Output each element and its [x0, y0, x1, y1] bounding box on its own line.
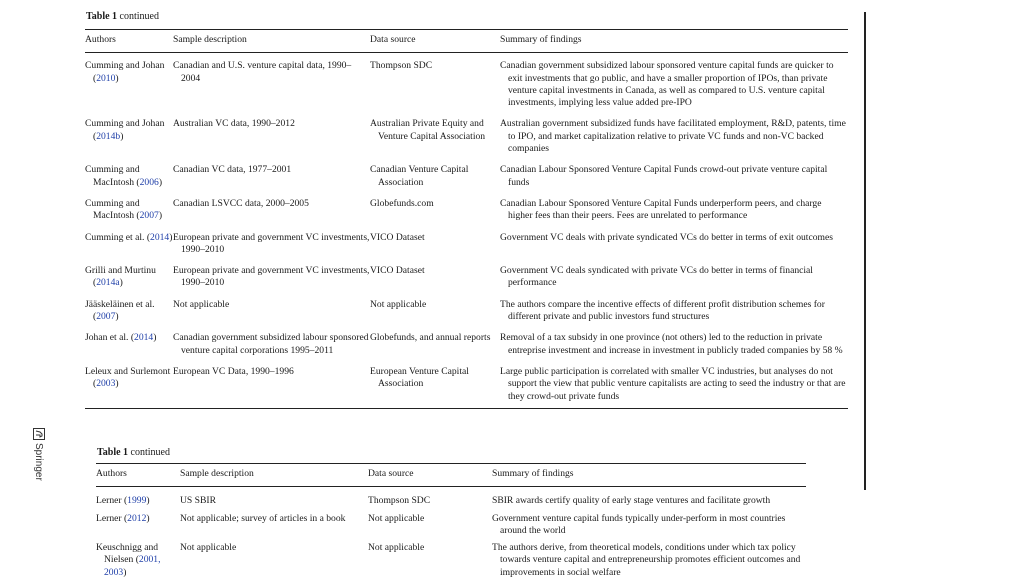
springer-logo [31, 428, 47, 492]
table-row [96, 539, 806, 581]
author-names: Leleux and Surlemont [85, 365, 171, 377]
cell-data-source: Thompson SDC [370, 60, 433, 72]
publisher-name: Springer [33, 443, 45, 481]
citation-year-link[interactable]: 2010 [96, 72, 116, 84]
cell-sample-description: Not applicable; survey of articles in a book [180, 512, 346, 524]
cell-data-source: Globefunds.com [370, 197, 434, 209]
cell-authors: Cumming and Johan (2014b) [85, 118, 165, 142]
cell-summary: Canadian Labour Sponsored Venture Capital Funds underperform peers, and charge higher fees than their peers. Fees are unrelated to performance [500, 197, 822, 222]
cell-authors: Lerner (1999) [96, 495, 150, 507]
cell-data-source: Not applicable [368, 542, 425, 554]
author-names: Cumming and Johan [85, 118, 165, 130]
cell-sample-description: European VC Data, 1990–1996 [173, 365, 294, 377]
header-authors: Authors [85, 34, 116, 45]
cell-summary: Canadian Labour Sponsored Venture Capital Funds crowd-out private venture capital funds [500, 164, 828, 188]
cell-summary: Large public participation is correlated with smaller VC industries, but analyses do not support the view that public venture capitalists are acting to seed the industry or that are they crowd-out private funds [500, 365, 846, 402]
table-row [85, 194, 848, 228]
cell-summary: Government venture capital funds typically under-perform in most countries around the world [492, 512, 786, 536]
cell-sample-description: Canadian LSVCC data, 2000–2005 [173, 197, 309, 209]
cell-data-source: VICO Dataset [370, 231, 425, 243]
author-names: Cumming et al. [85, 231, 145, 243]
cell-summary: Canadian government subsidized labour sponsored venture capital funds are quicker to exit investments that go public, and have a smaller proportion of IPOs, than private venture capital investments in Canada, as well as compared to U.S. venture capital investments, implying less value added pre-IPO [500, 60, 834, 109]
table-row [85, 228, 848, 262]
header-data-source: Data source [368, 468, 414, 479]
citation-year-link[interactable]: 2014 [134, 332, 154, 344]
author-names: Lerner [96, 512, 122, 524]
header-sample-description: Sample description [173, 34, 247, 45]
citation-year-link[interactable]: 2007 [96, 311, 116, 323]
table-row [96, 510, 806, 540]
citation-year-link[interactable]: 2007 [139, 210, 159, 222]
cell-data-source: Not applicable [368, 512, 425, 524]
cell-summary: Government VC deals syndicated with private VCs do better in terms of financial performance [500, 265, 813, 289]
author-names: Cumming and MacIntosh [85, 197, 140, 222]
cell-sample-description: Canadian and U.S. venture capital data, 1990–2004 [173, 60, 352, 84]
cell-data-source: European Venture Capital Association [370, 365, 469, 390]
citation-year-link[interactable]: 2006 [139, 176, 159, 188]
author-names: Cumming and Johan [85, 60, 165, 72]
cell-authors: Jääskeläinen et al. (2007) [85, 298, 155, 323]
cell-data-source: Australian Private Equity and Venture Capital Association [370, 118, 486, 142]
author-names: Jääskeläinen et al. [85, 298, 155, 310]
cell-summary: The authors compare the incentive effects of different profit distribution schemes for different private and public investors fund structures [500, 298, 825, 323]
cell-sample-description: Canadian government subsidized labour sponsored venture capital corporations 1995–2011 [173, 332, 369, 356]
author-names: Grilli and Murtinu [85, 265, 156, 277]
header-authors: Authors [96, 468, 127, 479]
column-rule [864, 12, 866, 490]
citation-year-link[interactable]: 2012 [127, 512, 147, 524]
table-row [85, 295, 848, 329]
author-names: Keuschnigg and Nielsen [96, 542, 159, 566]
cell-authors: Johan et al. (2014) [85, 332, 157, 344]
cell-summary: Government VC deals with private syndicated VCs do better in terms of exit outcomes [500, 231, 833, 243]
table-1-continued-2 [96, 463, 806, 581]
cell-authors: Cumming and MacIntosh (2007) [85, 197, 163, 222]
cell-authors: Lerner (2012) [96, 512, 150, 524]
cell-summary: Australian government subsidized funds have facilitated employment, R&D, patents, time to IPO, and market capitalization relative to private VC funds and non-VC backed companies [500, 118, 846, 155]
cell-sample-description: US SBIR [180, 495, 216, 507]
cell-data-source: Thompson SDC [368, 495, 431, 507]
citation-year-link[interactable]: 2014 [150, 231, 170, 243]
cell-summary: The authors derive, from theoretical models, conditions under which tax policy towards venture capital and entrepreneurship promotes efficient outcomes and improvements in social welfare [492, 542, 801, 578]
table-row [85, 53, 848, 115]
cell-authors: Grilli and Murtinu (2014a) [85, 265, 156, 289]
header-data-source: Data source [370, 34, 416, 45]
cell-authors: Leleux and Surlemont (2003) [85, 365, 171, 390]
table-caption-2: Table 1 continued [97, 447, 170, 458]
author-names: Cumming and MacIntosh [85, 164, 140, 188]
cell-authors: Cumming and MacIntosh (2006) [85, 164, 163, 188]
citation-year-link[interactable]: 2014b [96, 130, 121, 142]
cell-authors: Cumming and Johan (2010) [85, 60, 165, 84]
cell-sample-description: Canadian VC data, 1977–2001 [173, 164, 292, 176]
table-row [85, 362, 848, 408]
citation-year-link[interactable]: 2003 [96, 378, 116, 390]
cell-data-source: VICO Dataset [370, 265, 425, 277]
cell-sample-description: European private and government VC investments, 1990–2010 [173, 265, 370, 289]
table-row [85, 114, 848, 160]
citation-year-link[interactable]: 1999 [127, 495, 147, 507]
table-row [85, 160, 848, 194]
cell-authors: Cumming et al. (2014) [85, 231, 173, 243]
cell-authors: Keuschnigg and Nielsen (2001, 2003) [96, 542, 161, 578]
table-row [96, 487, 806, 510]
table-caption: Table 1 continued [86, 11, 159, 22]
author-names: Lerner [96, 495, 122, 507]
table-row [85, 328, 848, 362]
cell-sample-description: European private and government VC investments, 1990–2010 [173, 231, 370, 255]
cell-sample-description: Not applicable [180, 542, 237, 554]
cell-sample-description: Not applicable [173, 298, 230, 310]
cell-data-source: Not applicable [370, 298, 427, 310]
cell-summary: SBIR awards certify quality of early stage ventures and facilitate growth [492, 495, 771, 507]
cell-summary: Removal of a tax subsidy in one province (not others) led to the reduction in private entreprise investment and increase in investment in publicly traded companies by 58 % [500, 332, 843, 356]
cell-data-source: Canadian Venture Capital Association [370, 164, 469, 188]
citation-year-link[interactable]: 2001, 2003 [104, 554, 161, 578]
header-sample-description: Sample description [180, 468, 254, 479]
author-names: Johan et al. [85, 332, 129, 344]
citation-year-link[interactable]: 2014a [96, 277, 120, 289]
header-summary-of-findings: Summary of findings [492, 468, 574, 479]
header-summary-of-findings: Summary of findings [500, 34, 582, 45]
springer-horse-icon [33, 428, 45, 440]
cell-data-source: Globefunds, and annual reports [370, 332, 491, 344]
table-1-continued [85, 29, 848, 409]
cell-sample-description: Australian VC data, 1990–2012 [173, 118, 295, 130]
table-row [85, 261, 848, 295]
